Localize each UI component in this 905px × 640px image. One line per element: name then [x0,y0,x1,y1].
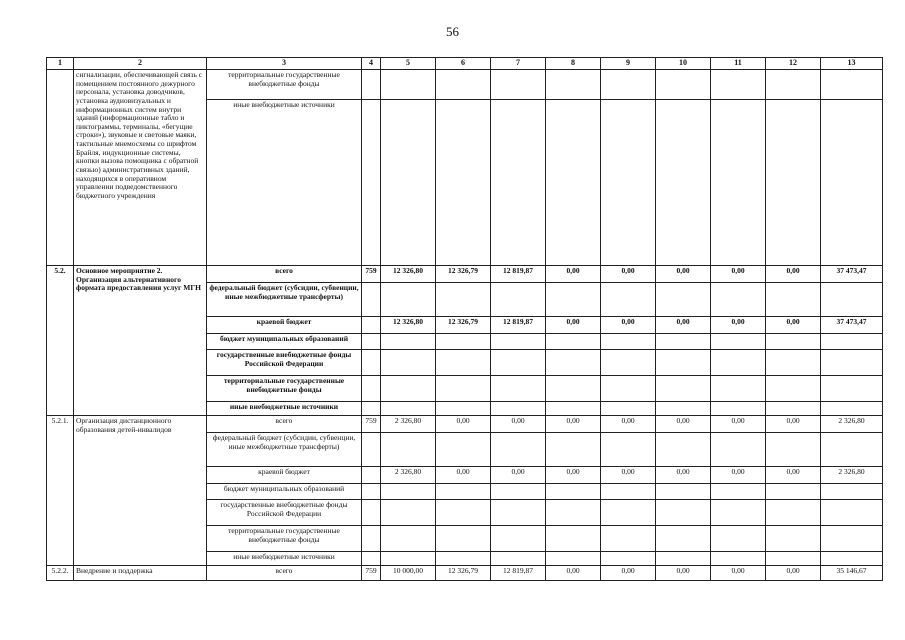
value-cell-col-8: 0,00 [546,467,601,484]
value-cell-col-8 [546,484,601,500]
funding-source: иные внебюджетные источники [207,552,362,566]
table-header [47,58,883,70]
value-cell-col-8 [546,433,601,467]
value-cell-col-11: 0,00 [711,317,766,334]
value-cell-col-9 [601,402,656,416]
page-number: 56 [446,24,459,39]
table-row [47,70,883,100]
column-header-6: 6 [436,58,491,70]
value-cell-col-11 [711,500,766,526]
value-cell-col-7: 0,00 [491,467,546,484]
value-cell [601,100,656,266]
code-cell: 759 [362,416,381,433]
value-cell-col-8: 0,00 [546,416,601,433]
value-cell-col-13 [821,376,883,402]
funding-source: всего [207,416,362,433]
funding-source: иные внебюджетные источники [207,100,362,266]
value-cell-col-13: 2 326,80 [821,467,883,484]
code-cell [362,484,381,500]
measure-description: Организация дистанционного образования детей-инвалидов [74,416,207,566]
code-cell: 759 [362,566,381,581]
value-cell [546,100,601,266]
value-cell-col-11 [711,350,766,376]
value-cell-col-11: 0,00 [711,416,766,433]
value-cell-col-5: 12 326,80 [381,317,436,334]
value-cell-col-9: 0,00 [601,416,656,433]
value-cell-col-5: 2 326,80 [381,467,436,484]
value-cell-col-10 [656,433,711,467]
value-cell-col-10 [656,402,711,416]
column-header-5: 5 [381,58,436,70]
code-cell [362,317,381,334]
value-cell [711,70,766,100]
value-cell-col-7 [491,376,546,402]
value-cell [381,100,436,266]
value-cell-col-10: 0,00 [656,566,711,581]
value-cell-col-6: 0,00 [436,467,491,484]
value-cell [491,70,546,100]
value-cell-col-9 [601,500,656,526]
value-cell-col-13 [821,334,883,350]
value-cell-col-13 [821,283,883,317]
value-cell-col-9 [601,526,656,552]
code-cell [362,500,381,526]
value-cell-col-5 [381,526,436,552]
value-cell-col-5 [381,484,436,500]
funding-source: бюджет муниципальных образований [207,484,362,500]
value-cell-col-10 [656,283,711,317]
value-cell-col-12 [766,526,821,552]
value-cell-col-12: 0,00 [766,566,821,581]
value-cell-col-13: 37 473,47 [821,266,883,283]
code-cell: 759 [362,266,381,283]
value-cell-col-10: 0,00 [656,266,711,283]
funding-source: бюджет муниципальных образований [207,334,362,350]
value-cell-col-6: 0,00 [436,416,491,433]
value-cell-col-5 [381,283,436,317]
value-cell-col-8 [546,402,601,416]
value-cell [711,100,766,266]
value-cell [362,70,381,100]
column-header-7: 7 [491,58,546,70]
funding-source: территориальные государственные внебюджетные фонды [207,526,362,552]
value-cell-col-10 [656,376,711,402]
value-cell-col-6 [436,552,491,566]
measure-description: Основное мероприятие 2. Организация альтернативного формата предоставления услуг МГН [74,266,207,416]
value-cell-col-7 [491,402,546,416]
value-cell [766,70,821,100]
value-cell-col-13 [821,484,883,500]
value-cell-col-10: 0,00 [656,467,711,484]
measure-description: Внедрение и поддержка [74,566,207,581]
column-header-1: 1 [47,58,74,70]
value-cell-col-11: 0,00 [711,266,766,283]
code-cell [362,283,381,317]
value-cell-col-8: 0,00 [546,317,601,334]
value-cell-col-13: 37 473,47 [821,317,883,334]
row-index-cell [47,70,74,266]
value-cell-col-5 [381,552,436,566]
value-cell-col-5 [381,433,436,467]
value-cell-col-12 [766,500,821,526]
value-cell-col-5 [381,334,436,350]
code-cell [362,433,381,467]
value-cell-col-8 [546,376,601,402]
funding-source: всего [207,566,362,581]
value-cell-col-5: 12 326,80 [381,266,436,283]
value-cell-col-6: 12 326,79 [436,266,491,283]
value-cell-col-13: 35 146,67 [821,566,883,581]
column-header-13: 13 [821,58,883,70]
value-cell-col-6 [436,526,491,552]
code-cell [362,350,381,376]
column-header-2: 2 [74,58,207,70]
value-cell-col-6 [436,402,491,416]
value-cell-col-7: 0,00 [491,416,546,433]
value-cell-col-10 [656,484,711,500]
value-cell [601,70,656,100]
value-cell-col-12 [766,402,821,416]
value-cell-col-8 [546,283,601,317]
value-cell-col-9: 0,00 [601,467,656,484]
value-cell-col-10 [656,334,711,350]
funding-source: территориальные государственные внебюджетные фонды [207,70,362,100]
value-cell-col-10 [656,500,711,526]
value-cell [436,100,491,266]
value-cell-col-11 [711,334,766,350]
value-cell-col-13: 2 326,80 [821,416,883,433]
value-cell-col-7 [491,552,546,566]
value-cell-col-6 [436,433,491,467]
value-cell-col-5 [381,500,436,526]
value-cell-col-6 [436,350,491,376]
value-cell-col-5: 2 326,80 [381,416,436,433]
value-cell-col-9: 0,00 [601,266,656,283]
value-cell-col-7: 12 819,87 [491,566,546,581]
value-cell-col-6 [436,376,491,402]
value-cell-col-11: 0,00 [711,467,766,484]
value-cell-col-12: 0,00 [766,467,821,484]
value-cell [656,100,711,266]
value-cell-col-8: 0,00 [546,566,601,581]
value-cell-col-12 [766,376,821,402]
row-index: 5.2.1. [47,416,74,566]
column-header-4: 4 [362,58,381,70]
value-cell-col-11 [711,552,766,566]
value-cell-col-8: 0,00 [546,266,601,283]
value-cell-col-9 [601,484,656,500]
value-cell-col-7: 12 819,87 [491,266,546,283]
value-cell-col-12 [766,334,821,350]
value-cell-col-8 [546,500,601,526]
value-cell-col-11 [711,376,766,402]
value-cell-col-7 [491,484,546,500]
value-cell-col-13 [821,350,883,376]
value-cell-col-5: 10 000,00 [381,566,436,581]
code-cell [362,376,381,402]
funding-source: территориальные государственные внебюджетные фонды [207,376,362,402]
value-cell-col-10 [656,552,711,566]
value-cell-col-7 [491,526,546,552]
value-cell [491,100,546,266]
value-cell-col-9: 0,00 [601,317,656,334]
value-cell-col-10 [656,350,711,376]
value-cell-col-12 [766,350,821,376]
funding-source: государственные внебюджетные фонды Российской Федерации [207,500,362,526]
value-cell-col-6 [436,334,491,350]
value-cell-col-8 [546,552,601,566]
code-cell [362,402,381,416]
budget-table [46,57,883,581]
value-cell-col-11 [711,283,766,317]
funding-source: краевой бюджет [207,317,362,334]
value-cell-col-12 [766,433,821,467]
value-cell-col-6: 12 326,79 [436,317,491,334]
funding-source: государственные внебюджетные фонды Российской Федерации [207,350,362,376]
value-cell [821,70,883,100]
value-cell-col-9 [601,334,656,350]
value-cell-col-7: 12 819,87 [491,317,546,334]
value-cell-col-8 [546,350,601,376]
column-header-9: 9 [601,58,656,70]
value-cell-col-9 [601,350,656,376]
value-cell-col-12: 0,00 [766,317,821,334]
value-cell-col-7 [491,433,546,467]
value-cell-col-5 [381,376,436,402]
value-cell-col-13 [821,433,883,467]
value-cell-col-9 [601,376,656,402]
value-cell-col-12 [766,283,821,317]
funding-source: краевой бюджет [207,467,362,484]
column-header-10: 10 [656,58,711,70]
value-cell-col-11 [711,484,766,500]
value-cell-col-10: 0,00 [656,317,711,334]
value-cell-col-12: 0,00 [766,266,821,283]
table-row [47,416,883,433]
code-cell [362,552,381,566]
value-cell-col-12: 0,00 [766,416,821,433]
value-cell-col-9 [601,433,656,467]
column-header-11: 11 [711,58,766,70]
value-cell-col-12 [766,552,821,566]
value-cell-col-10 [656,526,711,552]
value-cell-col-9 [601,552,656,566]
value-cell-col-13 [821,552,883,566]
column-header-8: 8 [546,58,601,70]
value-cell-col-6 [436,500,491,526]
value-cell-col-6 [436,484,491,500]
value-cell-col-8 [546,526,601,552]
code-cell [362,334,381,350]
value-cell-col-9: 0,00 [601,566,656,581]
table-row [47,266,883,283]
value-cell-col-13 [821,500,883,526]
value-cell-col-13 [821,402,883,416]
value-cell-col-11 [711,526,766,552]
funding-source: иные внебюджетные источники [207,402,362,416]
value-cell-col-13 [821,526,883,552]
value-cell [546,70,601,100]
value-cell-col-11: 0,00 [711,566,766,581]
value-cell [821,100,883,266]
value-cell-col-11 [711,433,766,467]
value-cell-col-7 [491,350,546,376]
value-cell-col-6: 12 326,79 [436,566,491,581]
value-cell [656,70,711,100]
value-cell [766,100,821,266]
value-cell-col-6 [436,283,491,317]
value-cell-col-12 [766,484,821,500]
value-cell-col-5 [381,402,436,416]
value-cell-col-7 [491,334,546,350]
row-index: 5.2. [47,266,74,416]
value-cell-col-11 [711,402,766,416]
value-cell-col-5 [381,350,436,376]
column-header-12: 12 [766,58,821,70]
value-cell-col-8 [546,334,601,350]
measure-description: сигнализации, обеспечивающей связь с помещением постоянного дежурного персонала, установка доводчиков, установка аудиовизуальных и информационных систем внутри зданий (информационные табло и пиктограммы, терминалы, «бегущие строки»), звуковые и световые маяки, тактильные мнемосхемы со шрифтом Брайля, индукционные системы, кнопки вызова помощника с обратной связью) административных зданий, находящихся в оперативном управлении подведомственного бюджетного учреждения [74,70,207,266]
value-cell-col-9 [601,283,656,317]
row-index: 5.2.2. [47,566,74,581]
funding-source: федеральный бюджет (субсидии, субвенции, иные межбюджетные трансферты) [207,283,362,317]
code-cell [362,467,381,484]
table-body [47,70,883,581]
column-header-3: 3 [207,58,362,70]
funding-source: федеральный бюджет (субсидии, субвенции, иные межбюджетные трансферты) [207,433,362,467]
value-cell-col-10: 0,00 [656,416,711,433]
code-cell [362,526,381,552]
value-cell [362,100,381,266]
table-row [47,566,883,581]
value-cell [381,70,436,100]
value-cell-col-7 [491,500,546,526]
funding-source: всего [207,266,362,283]
value-cell-col-7 [491,283,546,317]
value-cell [436,70,491,100]
